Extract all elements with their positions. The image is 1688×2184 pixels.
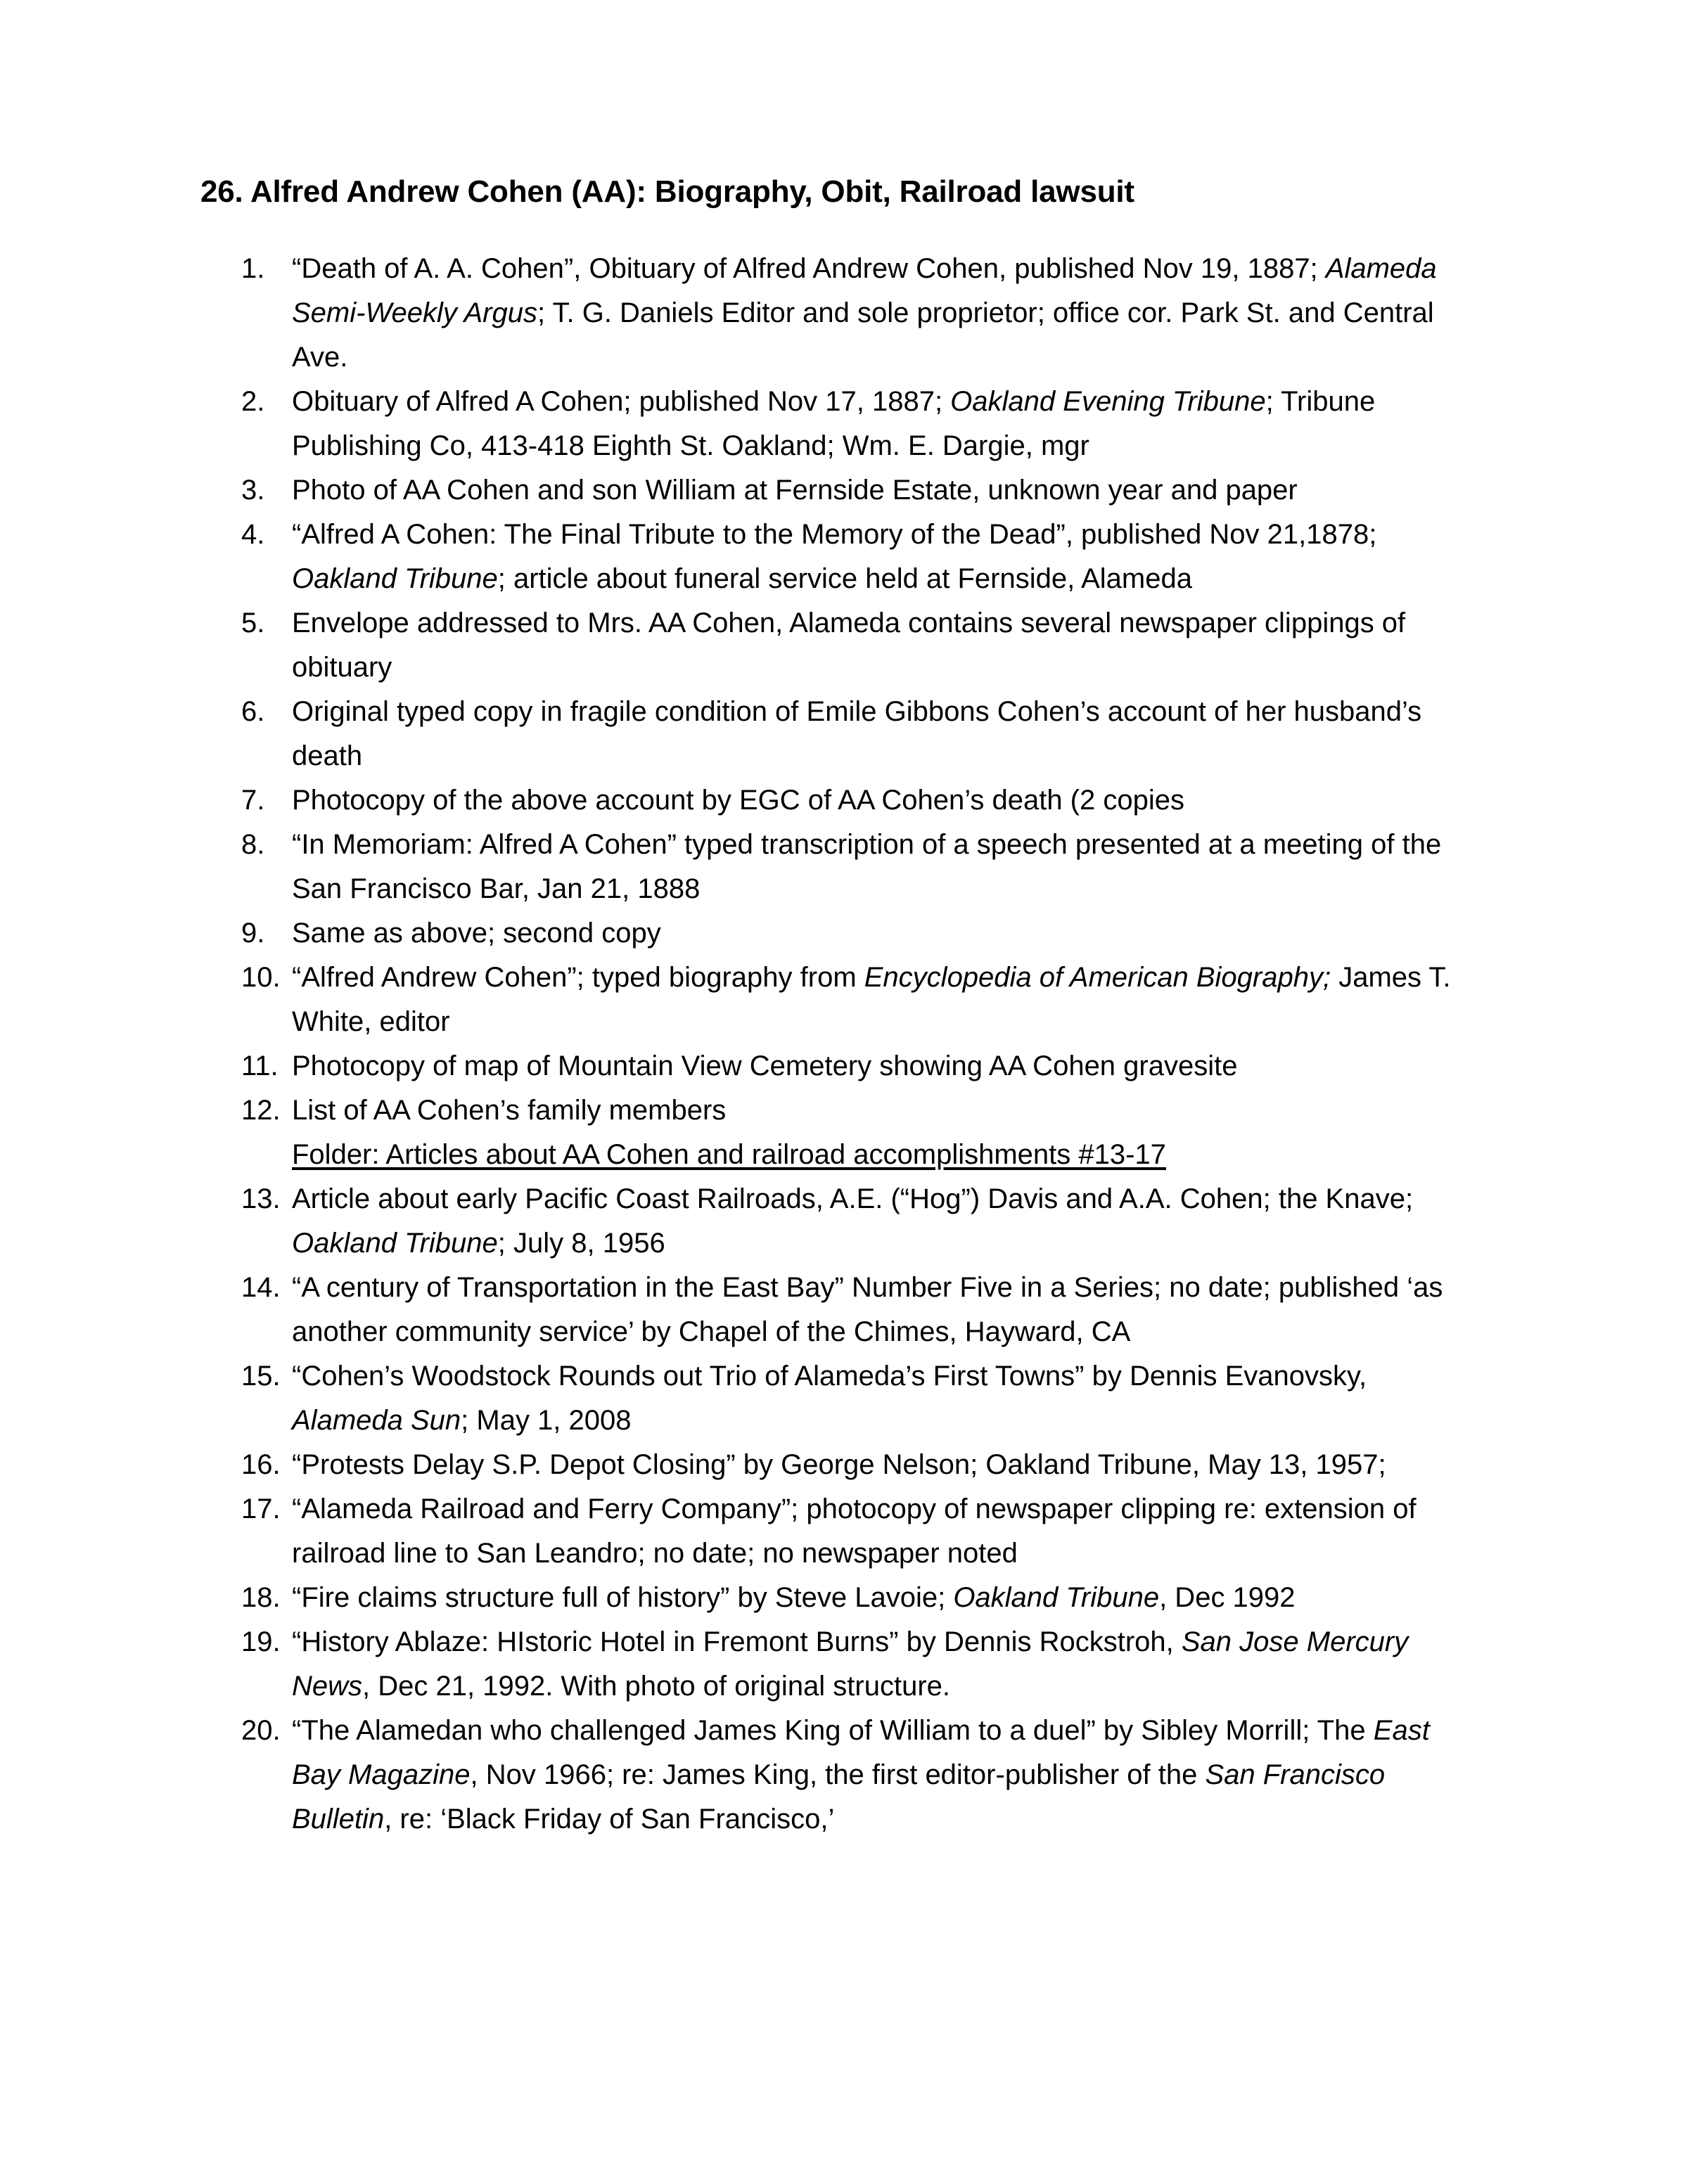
text-run: “The Alamedan who challenged James King of William to a duel” by Sibley Morrill; The: [292, 1714, 1374, 1746]
archive-entry-list: [200, 247, 1477, 1842]
italic-title: San Jose Mercury News: [292, 1626, 1409, 1702]
text-run: Article about early Pacific Coast Railroads, A.E. (“Hog”) Davis and A.A. Cohen; the Knave;: [292, 1183, 1414, 1214]
list-item-text: [292, 1354, 1477, 1443]
text-run: “A century of Transportation in the East Bay” Number Five in a Series; no date; published ‘as another community service’ by Chapel of the Chimes, Hayward, CA: [292, 1271, 1443, 1347]
list-item: [200, 1088, 1477, 1177]
list-item: [200, 247, 1477, 380]
list-item-number: 16.: [241, 1448, 281, 1480]
text-run: , re: ‘Black Friday of San Francisco,’: [384, 1803, 835, 1835]
text-run: James T. White, editor: [292, 961, 1451, 1037]
list-item-number: 5.: [241, 607, 265, 638]
text-run: Original typed copy in fragile condition of Emile Gibbons Cohen’s account of her husband’s death: [292, 695, 1422, 771]
list-item-number: 18.: [241, 1581, 281, 1613]
list-item: [200, 1576, 1477, 1620]
list-item: [200, 823, 1477, 911]
italic-title: Encyclopedia of American Biography;: [864, 961, 1331, 993]
list-item-number: 14.: [241, 1271, 281, 1303]
text-run: , Dec 21, 1992. With photo of original structure.: [362, 1670, 951, 1702]
list-item-text: [292, 823, 1477, 911]
list-item-number: 12.: [241, 1094, 281, 1126]
italic-title: Oakland Tribune: [292, 563, 498, 594]
list-item-number: 4.: [241, 518, 265, 550]
page-title: 26. Alfred Andrew Cohen (AA): Biography, Obit, Railroad lawsuit: [200, 174, 1134, 209]
italic-title: San Francisco Bulletin: [292, 1759, 1386, 1835]
list-item-number: 10.: [241, 961, 281, 993]
text-run: “Alfred Andrew Cohen”; typed biography from: [292, 961, 864, 993]
list-item-number: 19.: [241, 1626, 281, 1657]
text-run: Envelope addressed to Mrs. AA Cohen, Alameda contains several newspaper clippings of obituary: [292, 607, 1406, 683]
text-run: ; article about funeral service held at Fernside, Alameda: [497, 563, 1192, 594]
list-item: [200, 1487, 1477, 1576]
list-item: [200, 778, 1477, 823]
list-item-text: [292, 1266, 1477, 1354]
list-item: [200, 690, 1477, 778]
list-item: [200, 513, 1477, 601]
list-item: [200, 380, 1477, 468]
list-item-number: 13.: [241, 1183, 281, 1214]
list-item-text: [292, 380, 1477, 468]
text-run: ; July 8, 1956: [497, 1227, 665, 1259]
list-item-text: [292, 956, 1477, 1044]
list-item-number: 3.: [241, 474, 265, 506]
list-item: [200, 1266, 1477, 1354]
text-run: ; Tribune Publishing Co, 413-418 Eighth St. Oakland; Wm. E. Dargie, mgr: [292, 385, 1376, 461]
list-item-number: 1.: [241, 252, 265, 284]
italic-title: Oakland Tribune: [953, 1581, 1160, 1613]
text-run: “Alameda Railroad and Ferry Company”; photocopy of newspaper clipping re: extension of railroad line to San Leandro; no date; no newspaper noted: [292, 1493, 1417, 1569]
list-item: [200, 1177, 1477, 1266]
list-item-text: [292, 601, 1477, 690]
list-item: [200, 1044, 1477, 1088]
italic-title: Oakland Evening Tribune: [950, 385, 1266, 417]
list-item-text: [292, 1487, 1477, 1576]
list-item: [200, 601, 1477, 690]
list-item-text: [292, 1177, 1477, 1266]
italic-title: Alameda Semi-Weekly Argus: [292, 252, 1437, 328]
list-item-text: [292, 1044, 1477, 1088]
italic-title: East Bay Magazine: [292, 1714, 1430, 1790]
list-item: [200, 1620, 1477, 1709]
text-run: Photo of AA Cohen and son William at Fernside Estate, unknown year and paper: [292, 474, 1298, 506]
text-run: “Death of A. A. Cohen”, Obituary of Alfred Andrew Cohen, published Nov 19, 1887;: [292, 252, 1326, 284]
text-run: Obituary of Alfred A Cohen; published Nov 17, 1887;: [292, 385, 951, 417]
list-item-number: 7.: [241, 784, 265, 816]
list-item: [200, 1354, 1477, 1443]
text-run: Same as above; second copy: [292, 917, 661, 949]
text-run: Photocopy of the above account by EGC of AA Cohen’s death (2 copies: [292, 784, 1184, 816]
list-item-text: [292, 1088, 1477, 1133]
text-run: “Fire claims structure full of history” by Steve Lavoie;: [292, 1581, 954, 1613]
list-item-number: 8.: [241, 828, 265, 860]
list-item-text: [292, 1576, 1477, 1620]
text-run: “History Ablaze: HIstoric Hotel in Fremont Burns” by Dennis Rockstroh,: [292, 1626, 1182, 1657]
list-item-text: [292, 690, 1477, 778]
text-run: , Nov 1966; re: James King, the first editor-publisher of the: [470, 1759, 1206, 1790]
text-run: ; T. G. Daniels Editor and sole proprietor; office cor. Park St. and Central Ave.: [292, 297, 1434, 373]
text-run: ; May 1, 2008: [461, 1404, 632, 1436]
italic-title: Alameda Sun: [292, 1404, 461, 1436]
italic-title: Oakland Tribune: [292, 1227, 498, 1259]
text-run: Photocopy of map of Mountain View Cemetery showing AA Cohen gravesite: [292, 1050, 1238, 1081]
list-item-number: 20.: [241, 1714, 281, 1746]
list-item: [200, 911, 1477, 956]
list-item-text: [292, 468, 1477, 513]
list-item: [200, 1443, 1477, 1487]
list-item-text: [292, 1620, 1477, 1709]
list-item-text: [292, 778, 1477, 823]
list-item-text: [292, 513, 1477, 601]
list-item: [200, 956, 1477, 1044]
folder-note: Folder: Articles about AA Cohen and railroad accomplishments #13-17: [292, 1138, 1166, 1170]
list-item-number: 11.: [241, 1050, 279, 1081]
text-run: “Cohen’s Woodstock Rounds out Trio of Alameda’s First Towns” by Dennis Evanovsky,: [292, 1360, 1367, 1392]
list-item-text: [292, 1443, 1477, 1487]
list-item-number: 9.: [241, 917, 265, 949]
list-item-text: [292, 911, 1477, 956]
list-item-number: 17.: [241, 1493, 281, 1524]
list-item: [200, 468, 1477, 513]
text-run: List of AA Cohen’s family members: [292, 1094, 727, 1126]
list-item-text: [292, 1709, 1477, 1842]
text-run: “Protests Delay S.P. Depot Closing” by George Nelson; Oakland Tribune, May 13, 1957;: [292, 1448, 1386, 1480]
text-run: , Dec 1992: [1159, 1581, 1296, 1613]
list-item-text: [292, 247, 1477, 380]
text-run: “Alfred A Cohen: The Final Tribute to the Memory of the Dead”, published Nov 21,1878;: [292, 518, 1377, 550]
list-item: [200, 1709, 1477, 1842]
list-item-number: 2.: [241, 385, 265, 417]
list-item-number: 15.: [241, 1360, 281, 1392]
text-run: “In Memoriam: Alfred A Cohen” typed transcription of a speech presented at a meeting of the San Francisco Bar, Jan 21, 1888: [292, 828, 1442, 904]
list-item-number: 6.: [241, 695, 265, 727]
